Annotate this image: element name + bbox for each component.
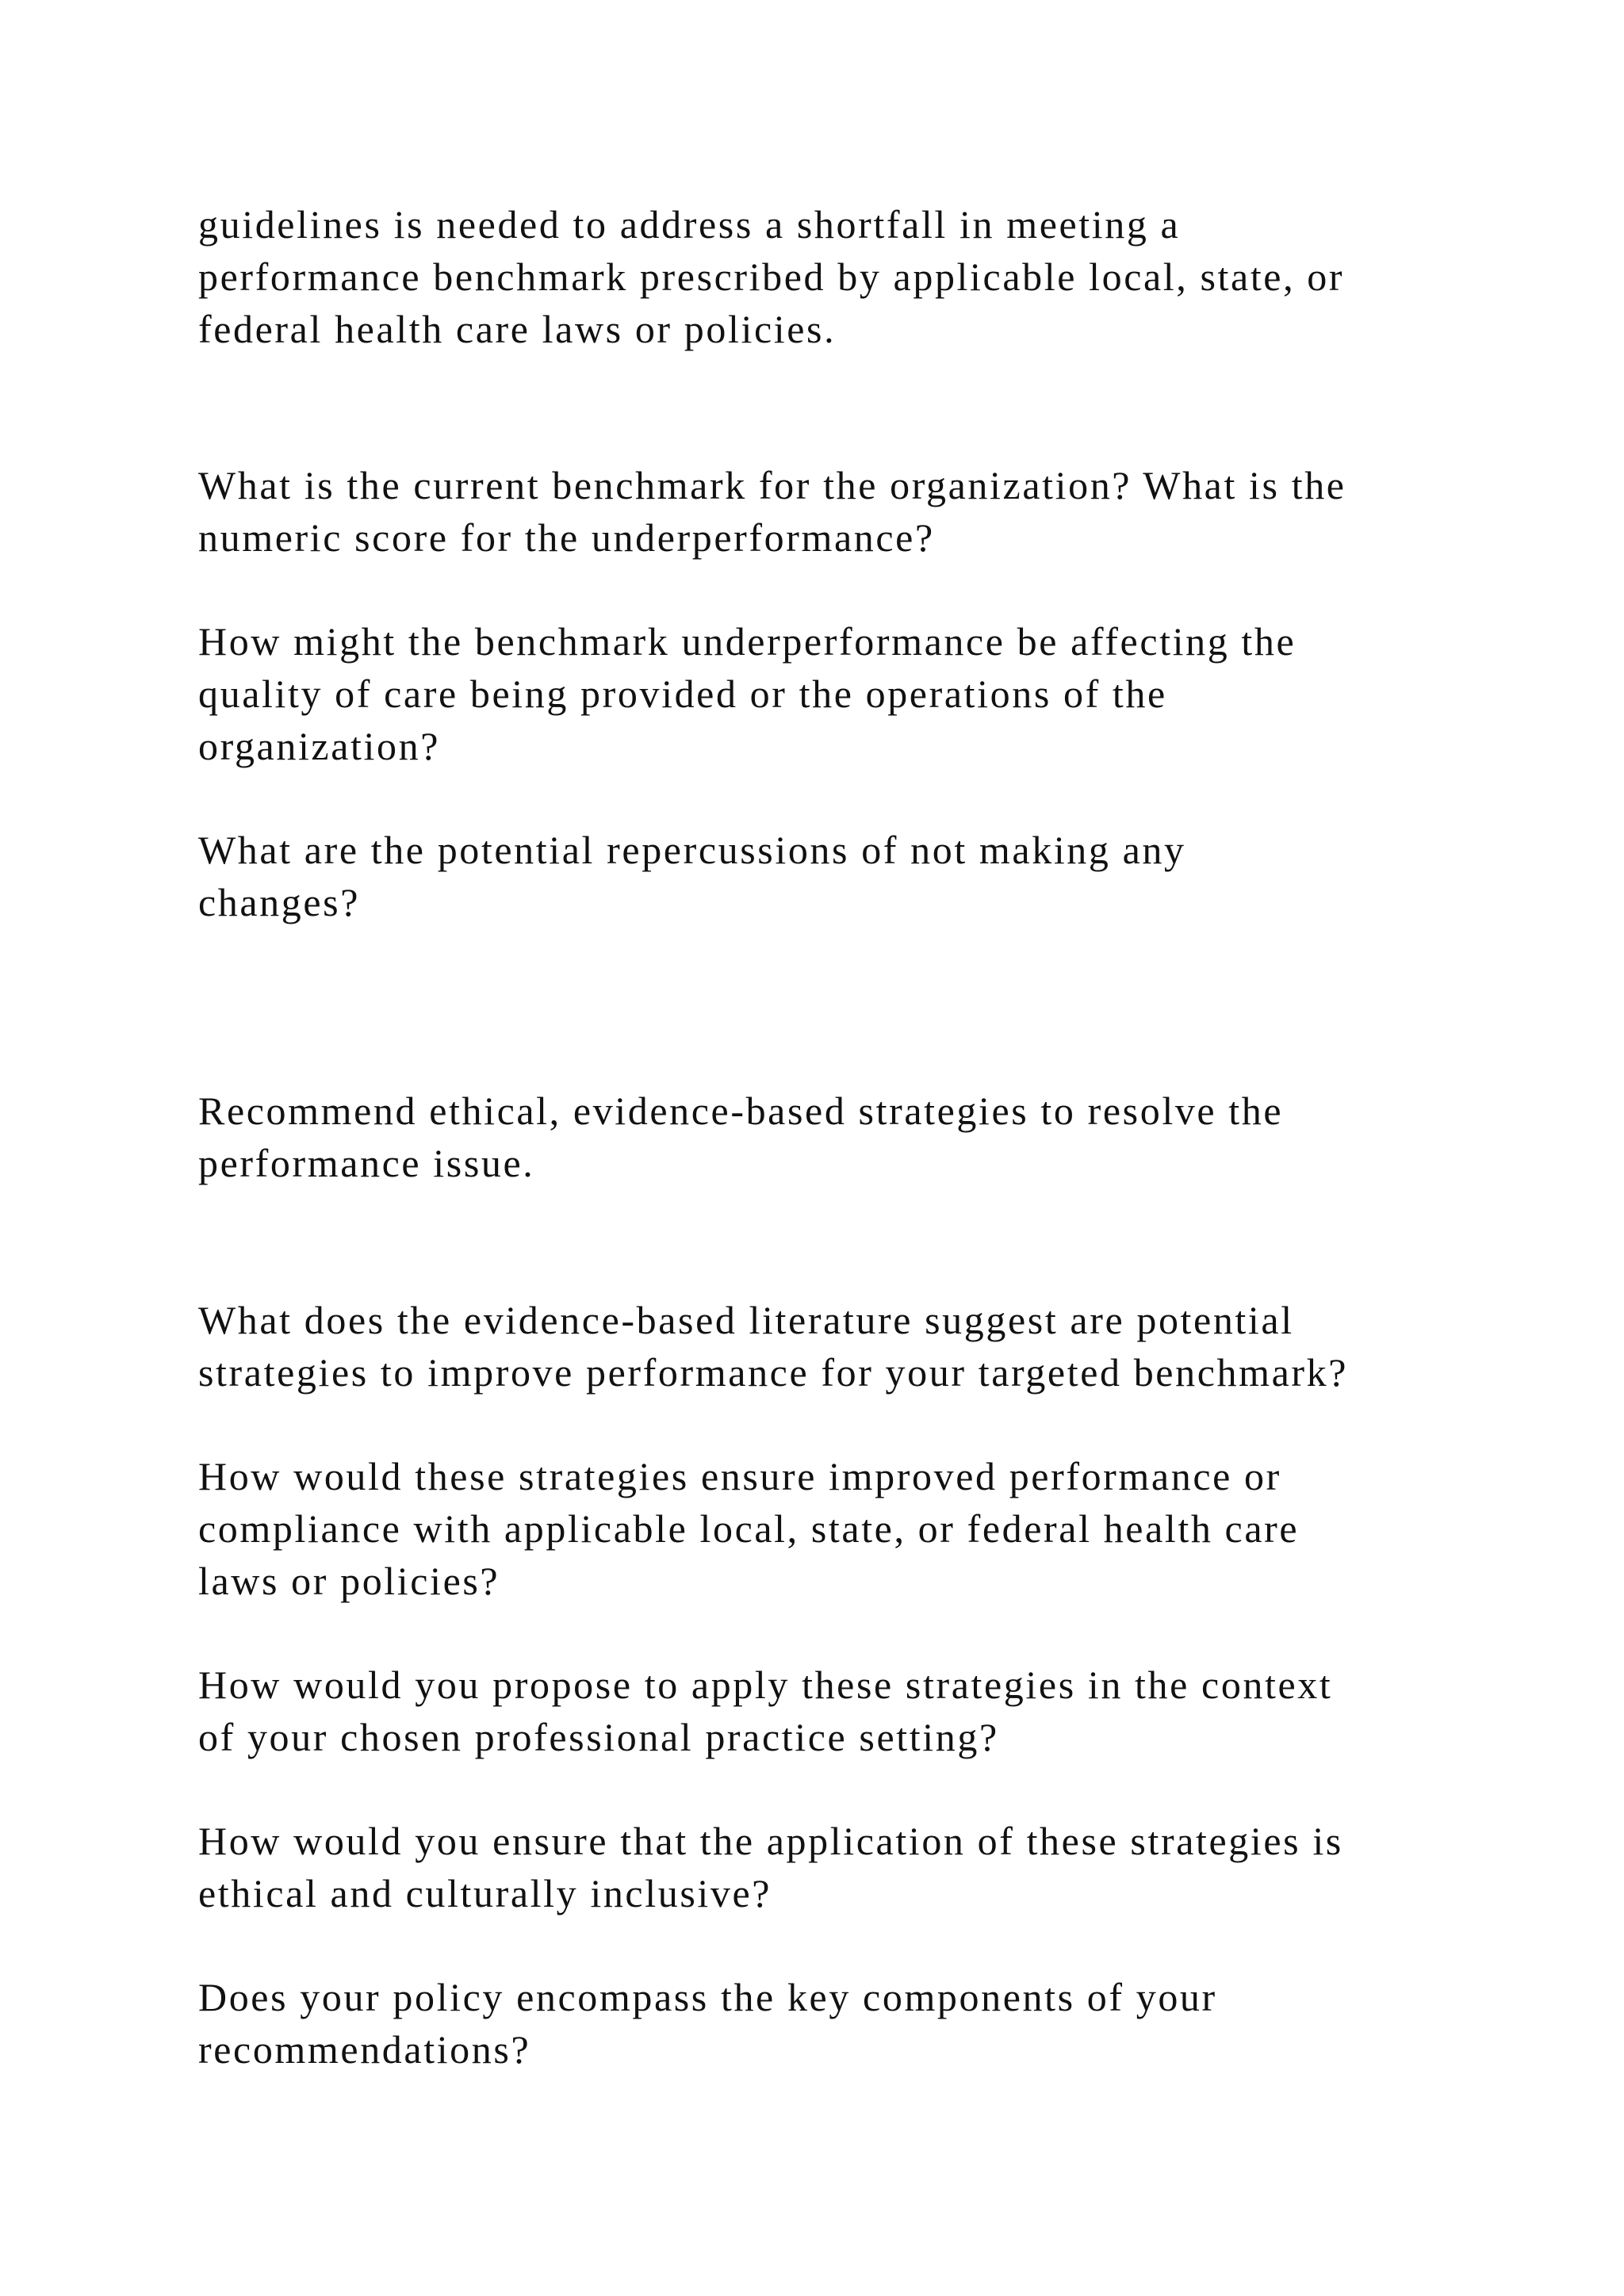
paragraph-line: strategies to improve performance for your targeted benchmark? bbox=[198, 1350, 1349, 1395]
paragraph-line: numeric score for the underperformance? bbox=[198, 515, 935, 560]
paragraph-line: Recommend ethical, evidence-based strategies to resolve the bbox=[198, 1089, 1284, 1133]
paragraph-line: How would these strategies ensure improved performance or bbox=[198, 1454, 1281, 1498]
paragraph-line: of your chosen professional practice setting? bbox=[198, 1715, 999, 1759]
paragraph-line: What are the potential repercussions of not making any bbox=[198, 828, 1186, 872]
paragraph-line: changes? bbox=[198, 880, 361, 924]
paragraph-line: quality of care being provided or the operations of the bbox=[198, 672, 1167, 716]
paragraph-line: laws or policies? bbox=[198, 1559, 500, 1603]
paragraph-line: recommendations? bbox=[198, 2027, 531, 2072]
paragraph-line: What is the current benchmark for the organization? What is the bbox=[198, 463, 1346, 507]
paragraph-line: compliance with applicable local, state, or federal health care bbox=[198, 1506, 1300, 1551]
paragraph-line: How would you ensure that the application of these strategies is bbox=[198, 1819, 1343, 1863]
paragraph-line: ethical and culturally inclusive? bbox=[198, 1871, 772, 1915]
paragraph-line: federal health care laws or policies. bbox=[198, 307, 837, 351]
paragraph-line: performance issue. bbox=[198, 1141, 535, 1185]
paragraph-line: guidelines is needed to address a shortfall in meeting a bbox=[198, 202, 1181, 247]
paragraph-line: organization? bbox=[198, 724, 440, 768]
paragraph-line: How would you propose to apply these strategies in the context bbox=[198, 1663, 1333, 1707]
paragraph-line: How might the benchmark underperformance be affecting the bbox=[198, 619, 1297, 664]
paragraph-line: What does the evidence-based literature suggest are potential bbox=[198, 1298, 1294, 1342]
paragraph-line: performance benchmark prescribed by applicable local, state, or bbox=[198, 254, 1345, 299]
paragraph-line: Does your policy encompass the key components of your bbox=[198, 1975, 1217, 2019]
